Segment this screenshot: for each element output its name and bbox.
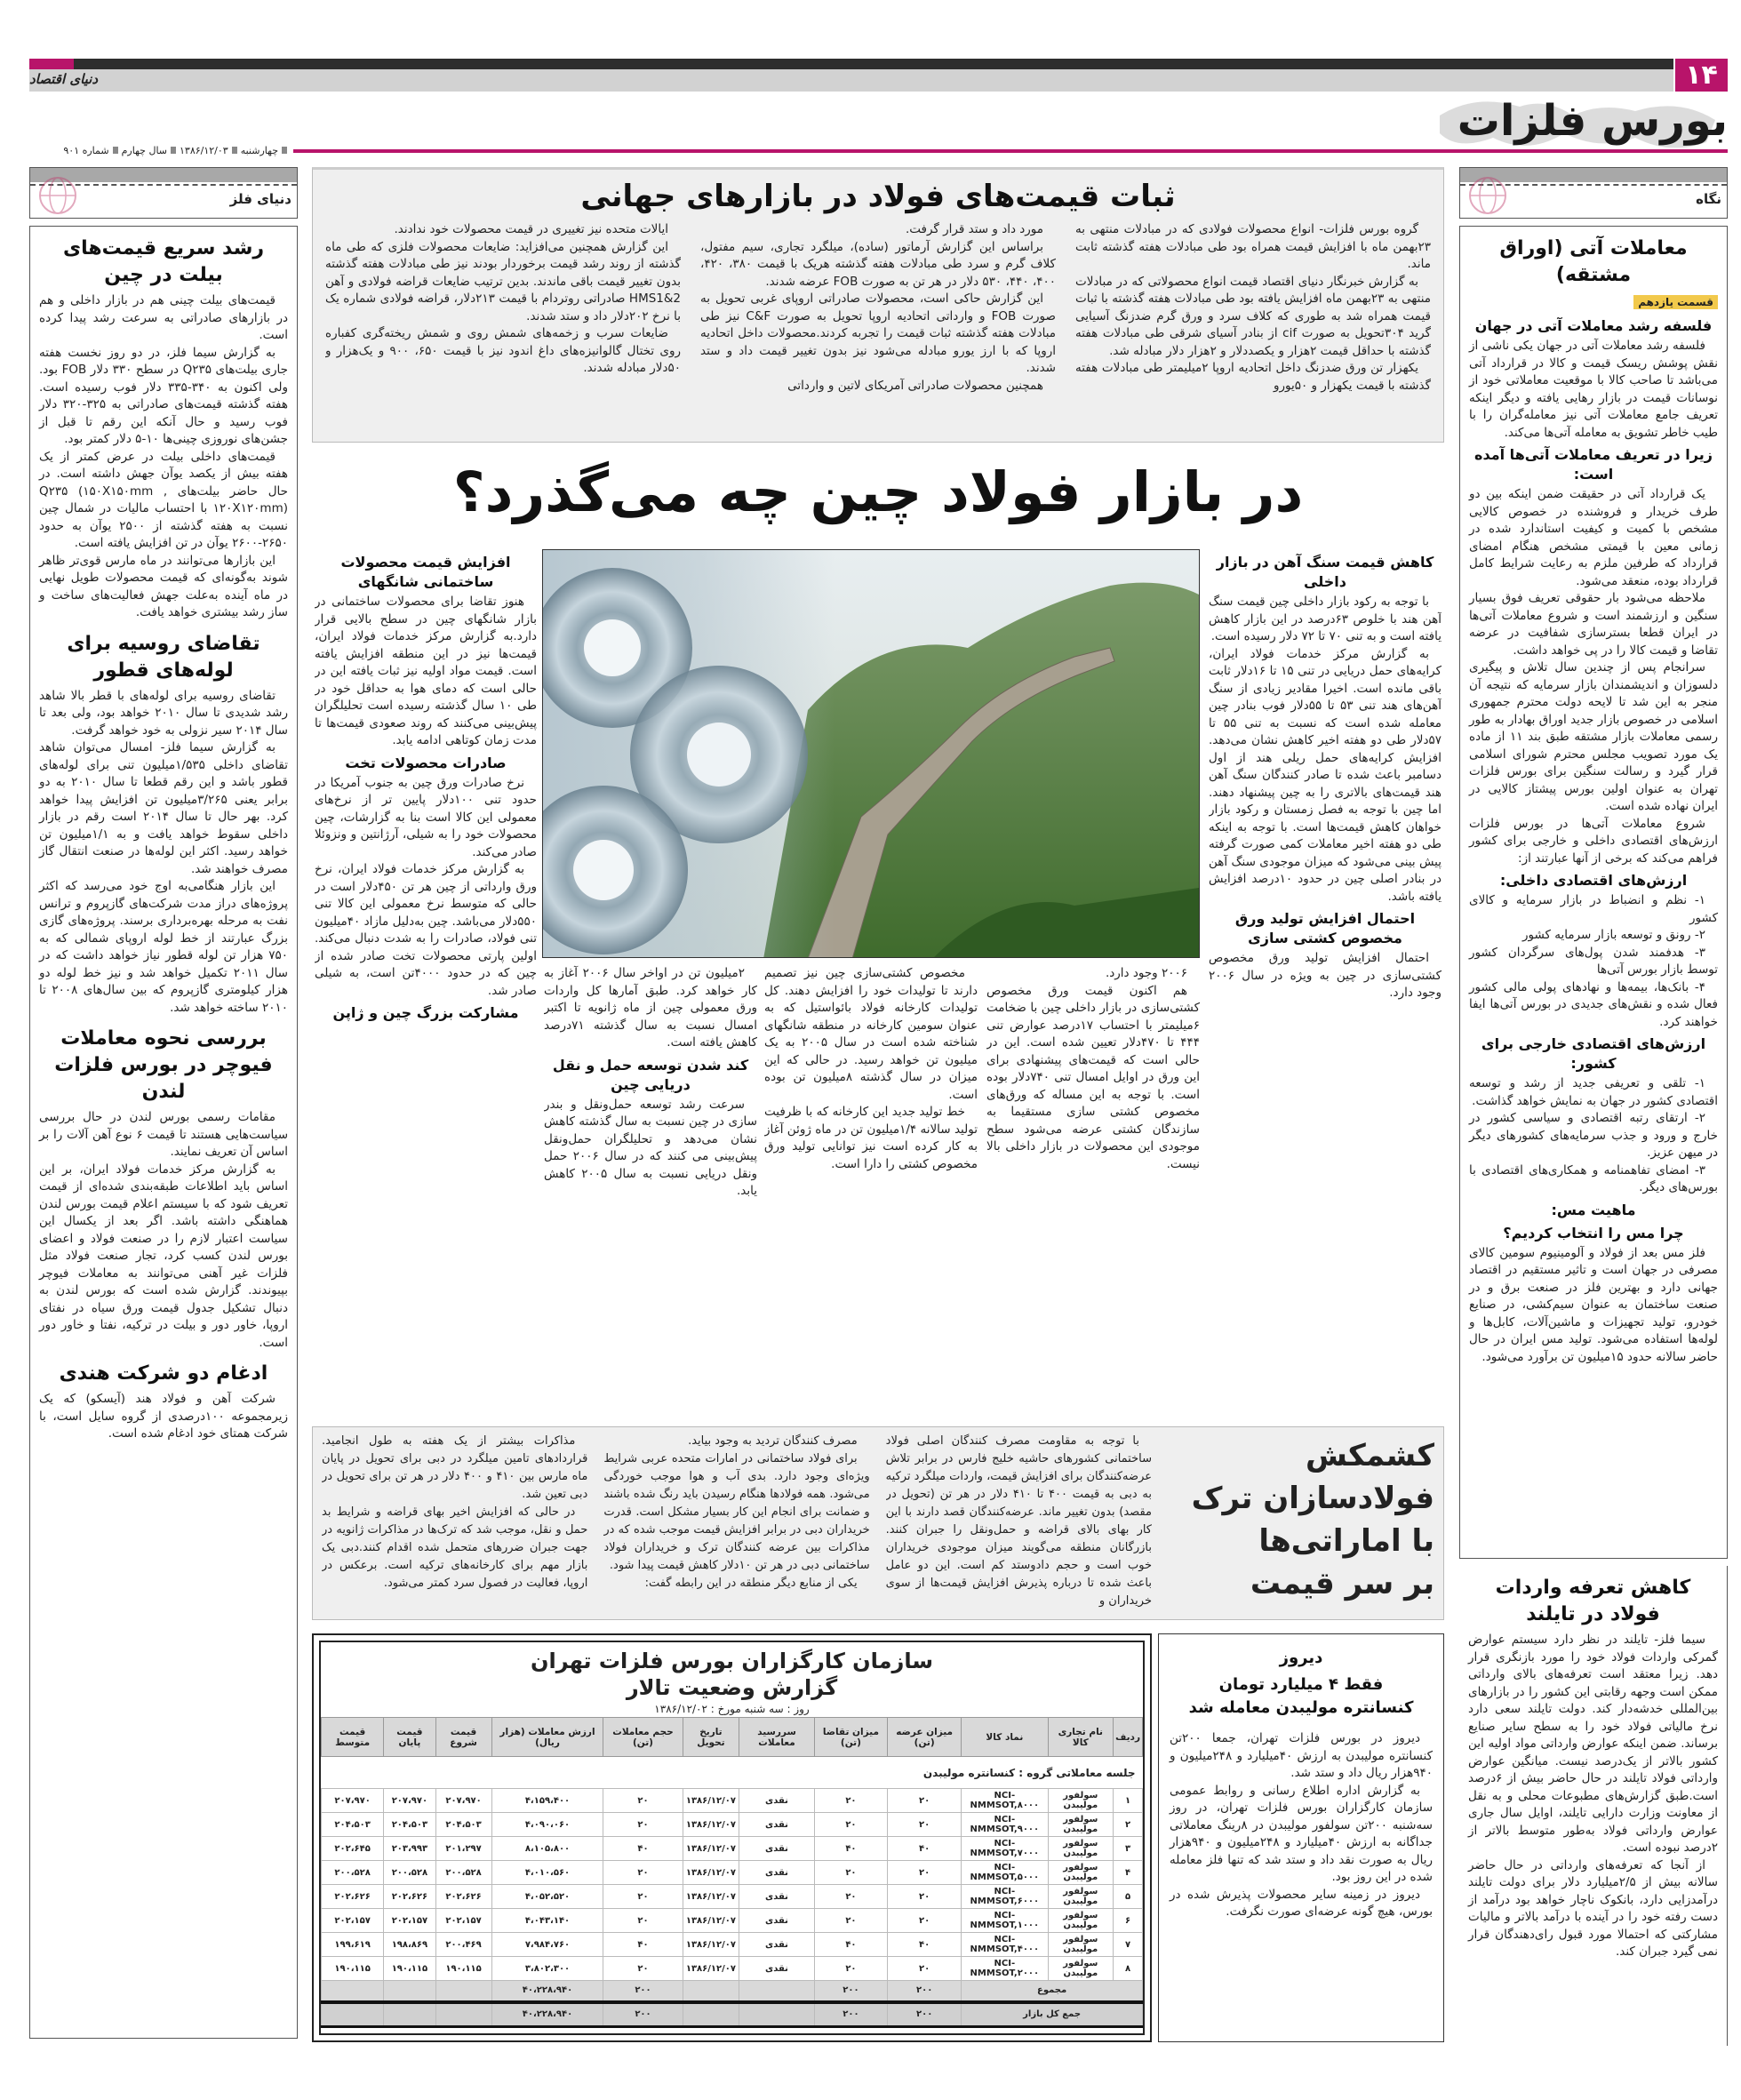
- table-cell: ۲۰۲،۶۲۶: [384, 1885, 435, 1909]
- empty-cell: [739, 1981, 814, 2002]
- header-rule: [293, 149, 1728, 153]
- paragraph: فلسفه رشد معاملات آتی در جهان یکی ناشی از نقش پوشش ریسک قیمت و کالا در قرارداد آتی می‌باشد تا صاحب کالا با موقعیت معاملاتی خود از نوسانات قیمت در بازار رهایی یافته و دیگر اینکه تعریف جامع معاملات آتی نیز معامله‌گران را با طیب خاطر تشویق به معامله آتی‌ها می‌کند.: [1469, 339, 1718, 440]
- text-column: [603, 1433, 869, 1610]
- text-column: [700, 221, 1056, 435]
- left-column-header: [29, 167, 298, 219]
- article-title: تقاضای روسیه برای لوله‌های قطور: [67, 632, 260, 682]
- group-label: جلسه معاملاتی گروه : کنسانتره مولیبدن: [922, 1766, 1136, 1779]
- globe-icon: [1467, 175, 1508, 216]
- table-cell: ۲۰: [603, 1789, 683, 1813]
- empty-cell: [384, 2002, 435, 2027]
- table-cell: NCI-NMMSOT,۷۰۰۰: [962, 1837, 1048, 1861]
- table-cell: ۲۰۲،۱۵۷: [384, 1909, 435, 1933]
- table-cell: ۲۰: [814, 1861, 887, 1885]
- table-cell: ۱۳۸۶/۱۲/۰۷: [683, 1861, 739, 1885]
- section-title: بورس فلزات: [1457, 96, 1728, 146]
- paragraph: مذاکرات بیشتر از یک هفته به طول انجامید. قراردادهای تامین میلگرد در دبی برای تحویل در پایان ماه مارس بین ۴۱۰ و ۴۰۰ دلار در هر تن برای تحویل در دبی تعین شد.: [322, 1434, 588, 1501]
- title-line: کنسانتره مولیبدن معامله شد: [1188, 1698, 1414, 1717]
- paragraph: به گزارش خبرنگار دنیای اقتصاد قیمت انواع محصولاتی که در مبادلات منتهی به ۲۳بهمن ماه افزایش یافته بود طی مبادلات هفته گذشته با ثبات قیمت همراه شد به طوری که کلاف سرد و ورق گرم ضدزنگ آسیایی گرید ۳۰۴تحویل به صورت cif از بنادر آسیای شرقی طی مبادلات هفته گذشته با حداقل قیمت ۲هزار و یکصددلار و ۲هزار دلار مبادله شد.: [1075, 274, 1431, 358]
- subheading: ماهیت مس:: [1551, 1201, 1636, 1218]
- table-cell: ۲۰: [888, 1813, 962, 1837]
- paragraph: این گزارش حاکی است، محصولات صادراتی اروپای غربی تحویل به صورت FOB و وارداتی اتحادیه اروپا تحویل به صورت C&F نیز طی مبادلات هفته گذشته ثبات قیمت را تجربه کردند.محصولات داخل اتحادیه اروپا که با ارز یورو مبادله می‌شود نیز بدون تغییر قیمت داد و ستد شدند.: [700, 291, 1056, 375]
- right-column-header: [1459, 167, 1728, 219]
- title-line: با اماراتی‌ها: [1258, 1523, 1434, 1559]
- table-cell: سولفور مولیبدن: [1048, 1789, 1114, 1813]
- article: [39, 1026, 288, 1352]
- empty-cell: [322, 1981, 384, 2002]
- main-story-column: [315, 549, 537, 1407]
- table-cell: ۱۳۸۶/۱۲/۰۷: [683, 1909, 739, 1933]
- table-cell: ۲۰۳،۹۹۳: [384, 1837, 435, 1861]
- paragraph: ۲- رونق و توسعه بازار سرمایه کشور: [1522, 928, 1705, 942]
- table-cell: ۲۰: [814, 1789, 887, 1813]
- column-header: نماد کالا: [962, 1718, 1048, 1757]
- table-cell: ۸: [1114, 1957, 1143, 1981]
- title-line: دیروز: [1279, 1649, 1323, 1667]
- subheading: زیرا در تعریف معاملات آتی‌ها آمده است:: [1474, 446, 1713, 483]
- subheading: کاهش قیمت سنگ آهن در بازار داخلی: [1216, 554, 1434, 590]
- table-row: [322, 1813, 1143, 1837]
- table-cell: ۴۰: [814, 1837, 887, 1861]
- paragraph: به گزارش مرکز خدمات فولاد ایران، نرخ ورق وارداتی از چین هر تن ۴۵۰دلار است در حالی که متوسط نرخ معمولی این کالا تنی ۵۵۰دلار می‌باشد. چین به‌دلیل مازاد ۴۰میلیون تنی فولاد، صادرات را به شدت دنبال می‌کند. اولین پارتی محصولات تخت صادر شده از چین که در حدود ۴۰۰۰تن است، به شیلی صادر شد.: [315, 862, 537, 998]
- table-cell: NCI-NMMSOT,۶۰۰۰: [962, 1885, 1048, 1909]
- table-cell: NCI-NMMSOT,۹۰۰۰: [962, 1813, 1048, 1837]
- table-cell: ۱۳۸۶/۱۲/۰۷: [683, 1837, 739, 1861]
- top-bar-accent: [29, 59, 74, 69]
- paragraph: این بازار هنگامی‌به اوج خود می‌رسد که اکثر پروژه‌های دراز مدت شرکت‌های گازپروم و ترانس نفت به مرحله بهره‌برداری برسند. پروژه‌های گازی بزرگ عبارتند از خط لوله اروپای شمالی که به ۷۵۰ هزار تن لوله قطور نیاز خواهد داشت که در سال ۲۰۱۱ تکمیل خواهد شد و نیز خط لوله دو هزار کیلومتری گازپروم که بین سال‌های ۲۰۰۸ تا ۲۰۱۰ ساخته خواهد شد.: [39, 879, 288, 1015]
- table-cell: نقدی: [739, 1789, 814, 1813]
- subheading: احتمال افزایش تولید ورق مخصوص کشتی سازی: [1234, 910, 1416, 946]
- left-column: [29, 167, 298, 2039]
- table-cell: ۴،۰۱۰،۵۶۰: [491, 1861, 603, 1885]
- table-cell: ۴۰: [888, 1933, 962, 1957]
- total-label: جمع کل بازار: [962, 2002, 1143, 2027]
- article-title: بررسی نحوه معاملات فیوچر در بورس فلزات لندن: [54, 1027, 273, 1103]
- title-line: فقط ۴ میلیارد تومان: [1218, 1675, 1384, 1694]
- table-cell: سولفور مولیبدن: [1048, 1837, 1114, 1861]
- paragraph: به گزارش اداره اطلاع رسانی و روابط عمومی سازمان کارگزاران بورس فلزات تهران، در روز سه‌شنبه ۲۰۰تن سولفور مولیبدن در ۸رینگ معاملاتی جداگانه به ارزش ۴۰میلیارد و ۲۴۸میلیون و ۹۴۰هزار ریال به صورت نقد داد و ستد شد که تنها فلز معامله شده در این روز بود.: [1170, 1783, 1433, 1884]
- futures-article: [1459, 226, 1728, 1559]
- paragraph: ۲- ارتقای رتبه اقتصادی و سیاسی کشور در خارج و ورود و جذب سرمایه‌های کشورهای دیگر در میهن عزیز.: [1469, 1111, 1718, 1160]
- column-header: میزان تقاضا (تن): [814, 1718, 887, 1757]
- table-cell: ۴،۰۵۲،۵۲۰: [491, 1885, 603, 1909]
- table-cell: ۷: [1114, 1933, 1143, 1957]
- column-header: ارزش معاملات (هزار ریال): [491, 1718, 603, 1757]
- paragraph: شرکت آهن و فولاد هند (آیسکو) که یک زیرمجموعه ۱۰۰درصدی از گروه سایل است، با شرکت همتای خود ادغام شده است.: [39, 1392, 288, 1441]
- sum-label: مجموع: [962, 1981, 1143, 2002]
- empty-cell: [683, 1981, 739, 2002]
- paragraph: با توجه به مقاومت مصرف کنندگان اصلی فولاد ساختمانی کشورهای حاشیه خلیج فارس در برابر تلاش عرضه‌کنندگان برای افزایش قیمت، واردات میلگرد ترکیه به دبی به قیمت ۴۰۰ تا ۴۱۰ دلار در هر تن (تحویل در مقصد) بدون تغییر ماند. عرضه‌کنندگان قصد دارند با این کار بهای بالای قراضه و حمل‌ونقل را جبران کنند. بازرگانان منطقه می‌گویند میزان موجودی خریداران خوب است و حجم دادوستد کم است. این دو عامل باعث شده تا درباره پذیرش افزایش قیمت‌ها از سوی خریداران و: [885, 1434, 1152, 1608]
- thailand-article: [1459, 1566, 1728, 2046]
- paragraph: قیمت‌های بیلت چینی هم در بازار داخلی و هم در بازارهای صادراتی به سرعت رشد پیدا کرده است.: [39, 293, 288, 342]
- empty-cell: [739, 2002, 814, 2027]
- separator: [171, 147, 176, 154]
- paragraph: به گزارش مرکز خدمات فولاد ایران، کرایه‌های حمل دریایی در تنی ۱۵ تا ۱۶دلار ثابت باقی مانده است. اخیرا مقادیر زیادی از سنگ آهن‌های هند تنی ۵۳ تا ۵۵دلار فوب بنادر چین معامله شده است که نسبت به تنی ۵۵ تا ۵۷دلار طی دو هفته اخیر کاهش نشان می‌دهد. افزایش کرایه‌های حمل ریلی هند از اول دسامبر باعث شده تا صادر کنندگان سنگ آهن هند قیمت‌های بالاتری را به چین پیشنهاد دهند. اما چین با توجه به فصل زمستان و رکود بازار خواهان کاهش قیمت‌ها است. با توجه به اینکه طی دو هفته اخیر معاملات کمی صورت گرفته پیش بینی می‌شود که میزان موجودی سنگ آهن در بنادر اصلی چین در حدود ۱۰درصد افزایش یافته باشد.: [1209, 646, 1442, 904]
- paragraph: به گزارش سیما فلز- امسال می‌توان شاهد تقاضای داخلی ۱/۵۳۵میلیون تنی برای لوله‌های قطور باشد و این رقم قطعا تا سال ۲۰۱۰ به دو برابر یعنی ۳/۲۶۵میلیون تن افزایش پیدا خواهد کرد. بهر حال تا سال ۲۰۱۴ است رقم در بازار داخلی سقوط خواهد یافت و به ۱/۱میلیون تن خواهد رسید. اکثر این لوله‌ها در صنعت انتقال گاز مصرف خواهند شد.: [39, 740, 289, 876]
- column-header: ردیف: [1114, 1718, 1143, 1757]
- table-cell: ۱۳۸۶/۱۲/۰۷: [683, 1957, 739, 1981]
- paragraph: یک قرارداد آتی در حقیقت ضمن اینکه بین دو طرف خریدار و فروشنده در خصوص کالایی مشخص با کمیت و کیفیت استاندارد شده در زمانی معین با قیمتی مشخص هنگام امضای قرارداد که طرفین ملزم به رعایت شرایط کامل قرارداد بوده، منعقد می‌شود.: [1469, 487, 1718, 588]
- table-cell: ۶: [1114, 1909, 1143, 1933]
- weekday: چهارشنبه: [240, 144, 278, 156]
- subheading: ارزش‌های اقتصادی خارجی برای کشور:: [1481, 1035, 1706, 1072]
- date: ۱۳۸۶/۱۲/۰۳: [180, 144, 228, 156]
- table-cell: ۲۰: [603, 1813, 683, 1837]
- volume-year: سال چهارم: [121, 144, 168, 156]
- sum-row: [322, 1981, 1143, 2002]
- column-header: نام تجاری کالا: [1048, 1718, 1114, 1757]
- column-label: دنیای فلز: [229, 191, 291, 207]
- paragraph: در حالی که افزایش اخیر بهای قراضه و شرایط بد حمل و نقل، موجب شد که ترک‌ها در مذاکرات ژانویه در جهت جبران ضررهای متحمل شده اقدام کنند.دبی یک بازار مهم برای کارخانه‌های ترکیه است. برعکس در اروپا، فعالیت در فصول سرد کمتر می‌شود.: [322, 1505, 588, 1590]
- offer: ۲۰۰: [888, 2002, 962, 2027]
- paragraph: شروع معاملات آتی‌ها در بورس فلزات ارزش‌های اقتصادی داخلی و خارجی برای کشور فراهم می‌کند که برخی از آنها عبارتند از:: [1469, 816, 1718, 866]
- table-date: روز : سه شنبه مورخ : ۱۳۸۶/۱۲/۰۲: [654, 1703, 810, 1715]
- main-story-column: [1209, 549, 1442, 1407]
- paragraph: ۱- نظم و انضباط در بازار سرمایه و کالای کشور: [1469, 893, 1718, 925]
- table-cell: ۱۳۸۶/۱۲/۰۷: [683, 1885, 739, 1909]
- value: ۴۰،۲۲۸،۹۴۰: [491, 1981, 603, 2002]
- table-cell: ۴،۰۹۰،۰۶۰: [491, 1813, 603, 1837]
- table-cell: ۲۰۲،۶۲۶: [435, 1885, 491, 1909]
- page-number: ۱۴: [1675, 59, 1728, 92]
- offer: ۲۰۰: [888, 1981, 962, 2002]
- column-header: سررسید معاملات: [739, 1718, 814, 1757]
- yesterday-trading-article: [1158, 1633, 1444, 2042]
- table-cell: NCI-NMMSOT,۲۰۰۰: [962, 1957, 1048, 1981]
- paragraph: ضایعات سرب و زخمه‌های شمش روی و شمش ریخته‌گری کفباره روی تختال گالوانیزه‌های داغ اندود نیز با قیمت ۶۵۰، ۹۰۰ و یک‌هزار و ۵۰دلار مبادله شدند.: [325, 326, 681, 375]
- newspaper-logo: دنیای اقتصاد: [29, 71, 99, 87]
- paragraph: ۲۰۰۶ وجود دارد.: [1105, 966, 1187, 980]
- story-title: [1168, 1433, 1434, 1614]
- paragraph: سرانجام پس از چندین سال تلاش و پیگیری دلسوزان و اندیشمندان بازار سرمایه که نتیجه آن منجر به این شد تا لایحه دولت محترم جمهوری اسلامی در خصوص بازار جدید اوراق بهادار به طور رسمی معاملات بازار مشتقه طبق بند ۱۱ از ماده یک مورد تصویب مجلس محترم شورای اسلامی قرار گیرد و رسالت سنگین برای بورس فلزات تهران به عنوان اولین بورس پیشتاز کالایی در ایران نهاده شده است.: [1469, 660, 1718, 813]
- group-row: [322, 1757, 1143, 1789]
- paragraph: ۳- امضای تفاهمنامه و همکاری‌های اقتصادی با بورس‌های دیگر.: [1469, 1162, 1718, 1194]
- paragraph: مخصوص کشتی‌سازی چین نیز تصمیم دارند تا تولیدات خود را افزایش دهند. کل تولیدات کارخانه فولاد بائواستیل که به عنوان سومین کارخانه در منطقه شانگهای شناخته شده است در سال ۲۰۰۵ به یک میلیون تن خواهد رسید. در حالی که این میزان در سال گذشته ۸میلیون تن بوده است.: [764, 966, 978, 1102]
- table-cell: سولفور مولیبدن: [1048, 1861, 1114, 1885]
- article: [39, 1361, 288, 1443]
- paragraph: این بازارها می‌توانند در ماه مارس قوی‌تر ظاهر شوند به‌گونه‌ای که قیمت محصولات طویل نهایی در ماه آینده به‌علت جهش فعالیت‌های ساخت و ساز رشد بیشتری خواهد یافت.: [39, 553, 288, 619]
- table-cell: نقدی: [739, 1909, 814, 1933]
- table-cell: ۲۰: [888, 1909, 962, 1933]
- column-header: میزان عرضه (تن): [888, 1718, 962, 1757]
- table-cell: NCI-NMMSOT,۱۰۰۰: [962, 1909, 1048, 1933]
- table-cell: ۲۰۰،۵۲۸: [435, 1861, 491, 1885]
- table-row: [322, 1861, 1143, 1885]
- table-cell: سولفور مولیبدن: [1048, 1909, 1114, 1933]
- paragraph: یکهزار تن ورق ضدزنگ داخل اتحادیه اروپا ۲میلیمتر طی مبادلات هفته گذشته با قیمت یکهزار و ۵۰یورو: [1075, 361, 1431, 393]
- table-cell: ۳: [1114, 1837, 1143, 1861]
- paragraph: هم اکنون قیمت ورق مخصوص کشتی‌سازی در بازار داخلی چین با ضخامت ۶میلیمتر با احتساب ۱۷درصد عوارض تنی ۴۴۴ تا ۴۷۰دلار تعیین شده است. این در حالی است که قیمت‌های پیشنهادی برای این ورق در اوایل امسال تنی ۷۴۰دلار بوده است. با توجه به این مساله که ورق‌های مخصوص کشتی سازی مستقیما به سازندگان کشتی عرضه می‌شود سطح موجودی این محصولات در بازار داخلی بالا نیست.: [986, 983, 1200, 1171]
- table-cell: ۲۰۲،۱۵۷: [322, 1909, 384, 1933]
- table-cell: ۴۰: [603, 1837, 683, 1861]
- table-cell: ۲۰: [888, 1957, 962, 1981]
- left-column-articles: [29, 226, 298, 2039]
- table-cell: ۲۰: [814, 1909, 887, 1933]
- table-cell: NCI-NMMSOT,۸۰۰۰: [962, 1789, 1048, 1813]
- total-row: [322, 2002, 1143, 2027]
- table-cell: ۲۰: [888, 1885, 962, 1909]
- text-column: [325, 221, 681, 435]
- issue-number: شماره ۹۰۱: [63, 144, 109, 156]
- steel-coils-great-wall-photo: [542, 549, 1200, 958]
- table-cell: ۱۹۰،۱۱۵: [322, 1957, 384, 1981]
- paragraph: براساس این گزارش آرماتور (ساده)، میلگرد تجاری، سیم مفتول، کلاف گرم و سرد طی مبادلات هفته گذشته هریک با قیمت ۳۸۰، ۴۲۰، ۴۰۰، ۴۴۰، ۵۳۰ دلار در هر تن به صورت FOB عرضه شدند.: [700, 239, 1056, 289]
- table-cell: نقدی: [739, 1957, 814, 1981]
- paragraph: فلز مس بعد از فولاد و آلومینیوم سومین کالای مصرفی در جهان است و تاثیر مستقیم در اقتصاد جهانی دارد و بهترین فلز در صنعت برق و در صنعت ساختمان به عنوان سیم‌کشی، در صنایع خودرو، تولید تجهیزات و ماشین‌آلات، کابل‌ها و لوله‌ها استفاده می‌شود. تولید مس ایران در حال حاضر سالانه حدود ۱۵میلیون تن برآورد می‌شود.: [1469, 1245, 1718, 1364]
- table-cell: نقدی: [739, 1885, 814, 1909]
- paragraph: مصرف کنندگان تردید به وجود بیاید.: [688, 1434, 858, 1448]
- table-cell: ۲۰: [814, 1957, 887, 1981]
- main-story-column: [986, 965, 1200, 1407]
- empty-cell: [435, 2002, 491, 2027]
- column-header: قیمت متوسط: [322, 1718, 384, 1757]
- table-cell: ۲۰۲،۶۴۵: [322, 1837, 384, 1861]
- text-column: [322, 1433, 587, 1610]
- table-cell: ۱۹۸،۸۶۹: [384, 1933, 435, 1957]
- empty-cell: [384, 1981, 435, 2002]
- paragraph: دیروز در بورس فلزات تهران، جمعا ۲۰۰تن کنسانتره مولیبدن به ارزش ۴۰میلیارد و ۲۴۸میلیون و ۹۴۰هزار ریال داد و ستد شد.: [1170, 1731, 1433, 1780]
- table-cell: ۲: [1114, 1813, 1143, 1837]
- table-cell: ۲۰: [603, 1957, 683, 1981]
- demand: ۲۰۰: [814, 2002, 887, 2027]
- article-title: کاهش تعرفه واردات فولاد در تایلند: [1495, 1577, 1691, 1625]
- demand: ۲۰۰: [814, 1981, 887, 2002]
- paragraph: ۳- هدفمند شدن پول‌های سرگردان کشور توسط بازار بورس آتی‌ها: [1469, 945, 1718, 977]
- table-cell: ۴،۱۵۹،۴۰۰: [491, 1789, 603, 1813]
- table-cell: سولفور مولیبدن: [1048, 1957, 1114, 1981]
- table-cell: ۲۰۲،۶۲۶: [322, 1885, 384, 1909]
- table-cell: ۲۰۷،۹۷۰: [322, 1789, 384, 1813]
- subheading: فلسفه رشد معاملات آتی در جهان: [1474, 317, 1713, 334]
- paragraph: نرخ صادرات ورق چین به جنوب آمریکا در حدود تنی ۱۰۰دلار پایین تر از نرخ‌های معمولی این کالا است بنا به گزارشات، چین محصولات خود را به شیلی، آرژانتین و ونزوئلا صادر می‌کند.: [315, 775, 537, 859]
- series-badge: قسمت یازدهم: [1633, 295, 1718, 309]
- table-cell: ۲۰۷،۹۷۰: [435, 1789, 491, 1813]
- separator: [282, 147, 287, 154]
- title-line: کشمکش: [1306, 1438, 1434, 1473]
- table-cell: ۲۰۰،۵۲۸: [384, 1861, 435, 1885]
- text-column: [1075, 221, 1431, 435]
- table-cell: ۲۰۲،۱۵۷: [435, 1909, 491, 1933]
- subheading: افزایش قیمت محصولات ساختمانی شانگهای: [340, 554, 511, 590]
- table-cell: ۷،۹۸۴،۷۶۰: [491, 1933, 603, 1957]
- table-cell: ۲۰: [888, 1789, 962, 1813]
- table-cell: ۲۰۱،۲۹۷: [435, 1837, 491, 1861]
- column-header: قیمت پایان: [384, 1718, 435, 1757]
- article-body: [1469, 316, 1718, 1366]
- title-line: بر سر قیمت: [1250, 1566, 1434, 1601]
- paragraph: دیروز در زمینه سایر محصولات پذیرش شده در بورس، هیچ گونه عرضه‌ای صورت نگرفت.: [1170, 1887, 1433, 1919]
- paragraph: سیما فلز- تایلند در نظر دارد سیستم عوارض گمرکی واردات فولاد خود را مورد بازنگری قرار دهد. زیرا معتقد است تعرفه‌های بالای وارداتی ممکن است وجهه رقابتی این کشور را در بازارهای بین‌المللی خدشه‌دار کند. دولت تایلند سعی دارد نرخ مالیاتی فولاد خود را به سطح سایر صنایع برساند. ضمن اینکه عوارض وارداتی مواد اولیه این کشور بالاتر از یک‌درصد نیست. میانگین عوارض وارداتی فولاد تایلند در حال حاضر بیش از ۶درصد است.طبق گزارش‌های مطبوعات محلی و به نقل از معاونت وزارت دارایی تایلند، اوایل سال جاری عوارض وارداتی فولاد به‌طور متوسط بالاتر از ۲درصد نبوده است.: [1468, 1633, 1718, 1855]
- paragraph: مورد داد و ستد قرار گرفت.: [905, 222, 1043, 236]
- table-cell: ۴: [1114, 1861, 1143, 1885]
- empty-cell: [683, 2002, 739, 2027]
- main-story-column: [764, 965, 978, 1407]
- top-story-box: [312, 167, 1444, 443]
- table-cell: نقدی: [739, 1837, 814, 1861]
- table-cell: ۲۰: [603, 1885, 683, 1909]
- table-title: سازمان کارگزاران بورس فلزات تهران: [531, 1649, 933, 1673]
- table-cell: ۲۰: [603, 1861, 683, 1885]
- table-cell: ۱۹۰،۱۱۵: [384, 1957, 435, 1981]
- table-cell: ۱۳۸۶/۱۲/۰۷: [683, 1789, 739, 1813]
- table-cell: ۲۰۰،۵۲۸: [322, 1861, 384, 1885]
- main-story-column: [544, 965, 757, 1407]
- table-cell: ۲۰: [603, 1909, 683, 1933]
- column-header: حجم معاملات (تن): [603, 1718, 683, 1757]
- table-cell: ۱۹۰،۱۱۵: [435, 1957, 491, 1981]
- table-cell: ۸،۱۰۵،۸۰۰: [491, 1837, 603, 1861]
- table-cell: ۱۳۸۶/۱۲/۰۷: [683, 1813, 739, 1837]
- empty-cell: [435, 1981, 491, 2002]
- empty-cell: [322, 2002, 384, 2027]
- paragraph: از آنجا که تعرفه‌های وارداتی در حال حاضر سالانه بیش از ۲/۵میلیارد دلار برای دولت تایلند درآمدزایی دارد، بانکوک ناچار خواهد بود درآمد از دست رفته خود را در آینده با درآمد بالاتر و مالیات مشارکتی که احتمالا مورد قبول رای‌دهندگان قرار نمی گیرد جبران کند.: [1468, 1857, 1718, 1959]
- separator: [232, 147, 237, 154]
- table-row: [322, 1957, 1143, 1981]
- table-cell: ۳،۸۰۲،۳۰۰: [491, 1957, 603, 1981]
- article-title: معاملات آتی (اوراق مشتقه): [1499, 237, 1688, 286]
- paragraph: خط تولید جدید این کارخانه که با ظرفیت تولید سالانه ۱/۴میلیون تن در ماه ژوئن آغاز به کار کرده است نیز توانایی تولید ورق مخصوص کشتی را دارا است.: [764, 1105, 978, 1171]
- paragraph: ۲میلیون تن در اواخر سال ۲۰۰۶ آغاز به کار خواهد کرد. طبق آمارها کل واردات ورق معمولی چین از ماه ژانویه تا اکتبر امسال نسبت به سال گذشته ۷۱درصد کاهش یافته است.: [544, 966, 757, 1050]
- paragraph: احتمال افزایش تولید ورق مخصوص کشتی‌سازی در چین به ویژه در سال ۲۰۰۶ وجود دارد.: [1209, 951, 1442, 1000]
- right-column: [1459, 167, 1728, 2046]
- table-row: [322, 1789, 1143, 1813]
- top-bar: [29, 59, 1673, 69]
- paragraph: این گزارش همچنین می‌افزاید: ضایعات محصولات فلزی که طی ماه گذشته از روند رشد قیمت برخوردار بودند نیز طی مبادلات هفته گذشته بدون تغییر قیمت باقی ماندند. بدین ترتیب ضایعات قراضه فولادی و آهن HMS1&2 صادراتی روتردام با قیمت ۲۱۳دلار، قراضه فولادی شماره یک با نرخ ۲۰۲دلار داد و ستد شدند.: [325, 239, 681, 323]
- paragraph: گروه بورس فلزات- انواع محصولات فولادی که در مبادلات منتهی به ۲۳بهمن ماه با افزایش قیمت همراه بود طی مبادلات هفته گذشته ثابت ماند.: [1075, 222, 1431, 271]
- table-cell: ۲۰۴،۵۰۳: [435, 1813, 491, 1837]
- table-cell: ۴۰: [888, 1837, 962, 1861]
- paragraph: هنوز تقاضا برای محصولات ساختمانی در بازار شانگهای چین در سطح بالایی قرار دارد.به گزارش مرکز خدمات فولاد ایران، قیمت‌ها نیز در این منطقه افزایش یافته است. قیمت مواد اولیه نیز ثبات یافته این در حالی است که دمای هوا به حداقل خود در طی ۱۰ سال گذشته رسیده است تحلیلگران پیش‌بینی می‌کنند که روند صعودی قیمت‌ها تا مدت زمان کوتاهی ادامه یابد.: [315, 595, 537, 747]
- paragraph: برای فولاد ساختمانی در امارات متحده عربی شرایط ویژه‌ای وجود دارد. بدی آب و هوا موجب خوردگی می‌شود. همه فولادها هنگام رسیدن باید رنگ شده باشند و ضمانت برای انجام این کار بسیار مشکل است. قدرت خریداران دبی در برابر افزایش قیمت موجب شده که در مذاکرات بین عرضه کنندگان ترک و خریداران فولاد ساختمانی دبی در هر تن ۱۰دلار کاهش قیمت پیدا شود.: [603, 1452, 870, 1572]
- dateline: [29, 142, 287, 158]
- article: [39, 631, 288, 1018]
- paragraph: ۱- تلقی و تعریفی جدید از رشد و توسعه اقتصادی کشور در جهان به نمایش خواهد گذاشت.: [1469, 1076, 1718, 1108]
- volume: ۲۰۰: [603, 2002, 683, 2027]
- paragraph: قیمت‌های داخلی بیلت در عرض کمتر از یک هفته بیش از یکصد یوآن جهش داشته است. در حال حاضر بیلت‌های Q۲۳۵ (۱۵۰X۱۵۰mm , ۱۲۰X۱۲۰mm) با احتساب مالیات در شمال چین نسبت به هفته گذشته از ۲۵۰۰ یوآن به حدود ۲۶۵۰-۲۶۰۰ یوآن در تن افزایش یافته است.: [39, 449, 288, 550]
- paragraph: یکی از منابع دیگر منطقه در این رابطه گفت:: [644, 1577, 858, 1590]
- column-header: قیمت شروع: [435, 1718, 491, 1757]
- column-header: تاریخ تحویل: [683, 1718, 739, 1757]
- main-headline: در بازار فولاد چین چه می‌گذرد؟: [452, 459, 1304, 524]
- table-cell: ۲۰۴،۵۰۳: [322, 1813, 384, 1837]
- paragraph: همچنین محصولات صادراتی آمریکای لاتین و وارداتی: [787, 378, 1043, 393]
- article-title: ادغام دو شرکت هندی: [59, 1362, 268, 1385]
- title-line: فولادسازان ترک: [1191, 1481, 1434, 1516]
- turkey-uae-story-box: [312, 1426, 1444, 1620]
- table-cell: ۴۰: [814, 1933, 887, 1957]
- article-body: [1468, 1632, 1718, 1961]
- table-cell: ۲۰: [814, 1813, 887, 1837]
- table-row: [322, 1837, 1143, 1861]
- table-cell: ۴۰: [603, 1933, 683, 1957]
- table-cell: سولفور مولیبدن: [1048, 1885, 1114, 1909]
- subheading: کند شدن توسعه حمل و نقل دریایی چین: [552, 1056, 749, 1093]
- table-cell: نقدی: [739, 1861, 814, 1885]
- value: ۴۰،۲۲۸،۹۴۰: [491, 2002, 603, 2027]
- subheading: ارزش‌های اقتصادی داخلی:: [1499, 872, 1688, 889]
- paragraph: با توجه به رکود بازار داخلی چین قیمت سنگ آهن هند با خلوص ۶۳درصد در این بازار کاهش یافته است و به تنی ۷۰ تا ۷۲ دلار رسیده است.: [1209, 595, 1442, 643]
- table-cell: ۵: [1114, 1885, 1143, 1909]
- table-cell: ۲۰۰،۴۶۹: [435, 1933, 491, 1957]
- separator: [113, 147, 118, 154]
- paragraph: سرعت رشد توسعه حمل‌ونقل و بندر سازی در چین نسبت به سال گذشته کاهش نشان می‌دهد و تحلیلگران حمل‌ونقل پیش‌بینی می کنند که در سال ۲۰۰۶ حمل ونقل دریایی نسبت به سال ۲۰۰۵ کاهش یابد.: [544, 1097, 757, 1198]
- article-body: [1170, 1730, 1433, 1921]
- article-title: رشد سریع قیمت‌های بیلت در چین: [62, 237, 265, 286]
- table-cell: ۴،۰۴۳،۱۴۰: [491, 1909, 603, 1933]
- table-cell: نقدی: [739, 1813, 814, 1837]
- volume: ۲۰۰: [603, 1981, 683, 2002]
- table-cell: ۲۰: [888, 1861, 962, 1885]
- column-label: نگاه: [1696, 191, 1721, 207]
- paragraph: تقاضای روسیه برای لوله‌های با قطر بالا شاهد رشد شدیدی تا سال ۲۰۱۰ خواهد بود، ولی بعد تا سال ۲۰۱۴ سیر نزولی به خود خواهد گرفت.: [39, 688, 288, 738]
- article: [39, 236, 288, 622]
- subheading: چرا مس را انتخاب کردیم؟: [1503, 1224, 1684, 1242]
- paragraph: به گزارش مرکز خدمات فولاد ایران، بر این اساس باید اطلاعات طبقه‌بندی شده‌ای از قیمت تعریف شود که با سیستم اعلام قیمت بورس لندن هماهنگی داشته باشد. اگر بعد از یکسال این سیاست اعتبار لازم را در صنعت فولاد و اعضای بورس لندن کسب کرد، تجار صنعت فولاد مثل فلزات غیر آهنی می‌توانند به معاملات فیوچر بپیوندند. گزارش شده است که بورس لندن به دنبال تشکیل جدول قیمت ورق سیاه در نفتای اروپا، خاور دور و بیلت در ترکیه، نفتا و خاور دور است.: [39, 1162, 288, 1350]
- table-cell: ۱۳۸۶/۱۲/۰۷: [683, 1933, 739, 1957]
- table-row: [322, 1909, 1143, 1933]
- paragraph: ۴- بانک‌ها، بیمه‌ها و نهادهای پولی مالی کشور فعال شده و نقش‌های جدیدی در بورس آتی‌ها ایفا خواهند کرد.: [1469, 979, 1718, 1029]
- paragraph: به گزارش سیما فلز، در دو روز نخست هفته جاری بیلت‌های Q۲۳۵ در سطح ۳۳۰ دلار FOB بود. ولی اکنون به ۳۴۰-۳۳۵ دلار فوب رسیده است. هفته گذشته قیمت‌های صادراتی به ۳۲۵-۳۲۰ دلار فوب رسید و حال آنکه این رقم تا قبل از جشن‌های نوروزی چینی‌ها ۱۰-۵ دلار کمتر بود.: [39, 345, 289, 446]
- table-row: [322, 1933, 1143, 1957]
- table-cell: سولفور مولیبدن: [1048, 1813, 1114, 1837]
- paragraph: ایالات متحده نیز تغییری در قیمت محصولات خود ندادند.: [394, 222, 668, 236]
- table-row: [322, 1885, 1143, 1909]
- top-story-title: ثبات قیمت‌های فولاد در بازارهای جهانی: [580, 179, 1176, 214]
- table-cell: سولفور مولیبدن: [1048, 1933, 1114, 1957]
- table-cell: NCI-NMMSOT,۴۰۰۰: [962, 1933, 1048, 1957]
- table-cell: ۲۰۴،۵۰۳: [384, 1813, 435, 1837]
- table-cell: NCI-NMMSOT,۵۰۰۰: [962, 1861, 1048, 1885]
- subheading: مشارکت بزرگ چین و ژاپن: [332, 1004, 519, 1021]
- table-cell: نقدی: [739, 1933, 814, 1957]
- table-cell: ۲۰۷،۹۷۰: [384, 1789, 435, 1813]
- trading-report-table: [321, 1717, 1143, 2028]
- paragraph: مقامات رسمی بورس لندن در حال بررسی سیاست‌هایی هستند تا قیمت ۶ نوع آهن آلات را بر اساس آن تعریف نمایند.: [39, 1110, 289, 1159]
- paragraph: ملاحظه می‌شود بار حقوقی تعریف فوق بسیار سنگین و ارزشمند است و شروع معاملات آتی‌ها در ایران قطعا بسترسازی شفافیت در عرضه تقاضا و قیمت کالا را در پی خواهد داشت.: [1469, 591, 1718, 658]
- table-subtitle: گزارش وضعیت تالار: [626, 1675, 838, 1700]
- text-column: [886, 1433, 1152, 1610]
- table-cell: ۲۰: [814, 1885, 887, 1909]
- table-cell: ۱: [1114, 1789, 1143, 1813]
- globe-icon: [37, 175, 78, 216]
- price-table-box: [312, 1633, 1152, 2042]
- subheading: صادرات محصولات تخت: [345, 754, 507, 771]
- table-cell: ۱۹۹،۶۱۹: [322, 1933, 384, 1957]
